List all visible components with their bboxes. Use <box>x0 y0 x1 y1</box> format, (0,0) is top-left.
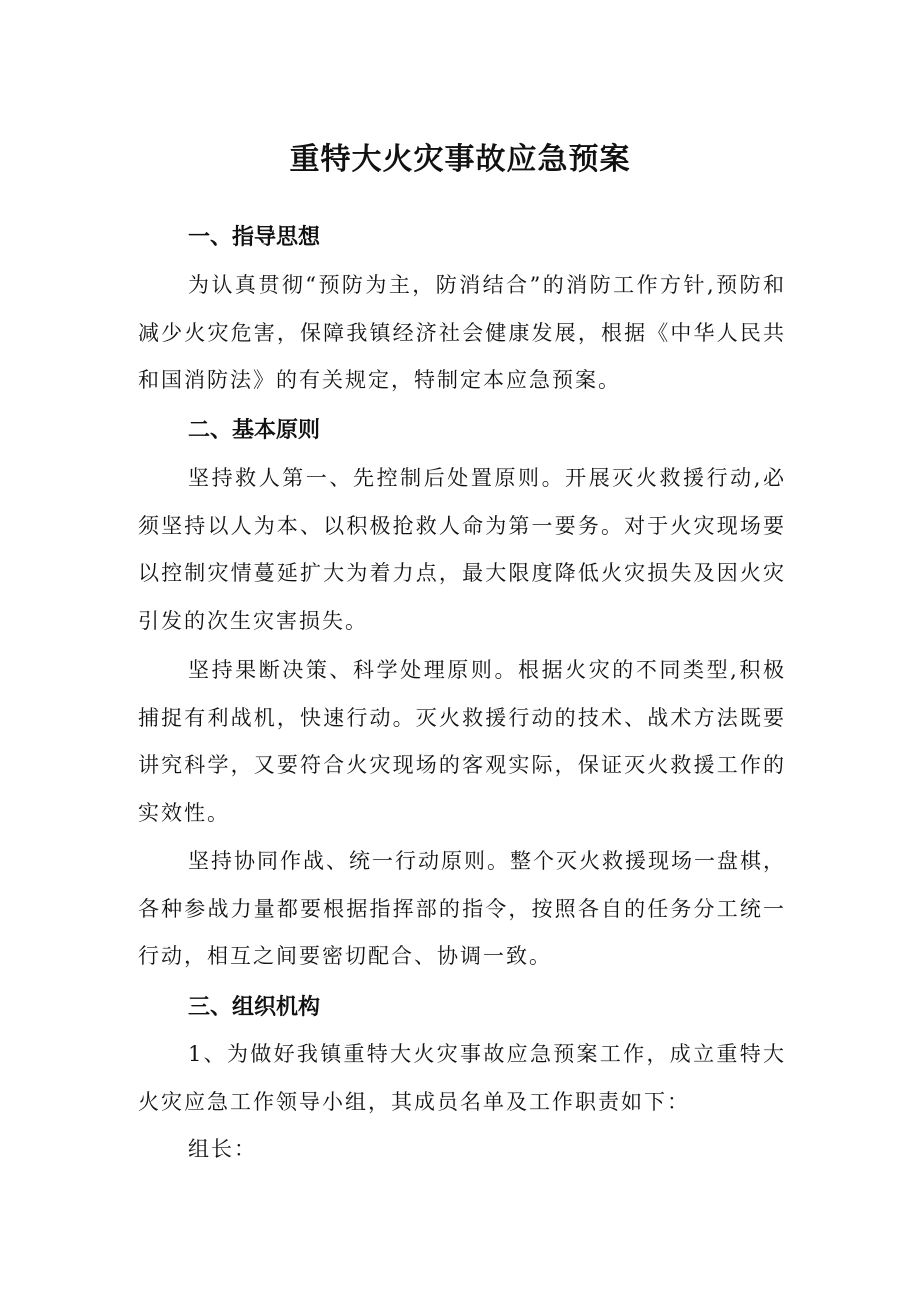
section-heading-guiding-ideology: 一、指导思想 <box>188 225 321 250</box>
paragraph-principle-rescue-first: 坚持救人第一、先控制后处置原则。开展灭火救援行动,必须坚持以人为本、以积极抢救人命为第一要务。对于火灾现场要以控制灾情蔓延扩大为着力点，最大限度降低火灾损失及因火灾引发的次生灾害损失。 <box>138 466 786 633</box>
section-heading-organization: 三、组织机构 <box>188 995 321 1020</box>
paragraph-organization-setup: 1、为做好我镇重特大火灾事故应急预案工作，成立重特大火灾应急工作领导小组，其成员名单及工作职责如下： <box>138 1042 786 1114</box>
document-title: 重特大火灾事故应急预案 <box>289 142 631 177</box>
paragraph-guiding-ideology: 为认真贯彻“预防为主，防消结合”的消防工作方针,预防和减少火灾危害，保障我镇经济社会健康发展，根据《中华人民共和国消防法》的有关规定，特制定本应急预案。 <box>138 273 786 392</box>
paragraph-group-leader: 组长： <box>188 1137 257 1161</box>
paragraph-principle-coordinated-action: 坚持协同作战、统一行动原则。整个灭火救援现场一盘棋，各种参战力量都要根据指挥部的指令，按照各自的任务分工统一行动，相互之间要密切配合、协调一致。 <box>138 849 786 968</box>
paragraph-principle-decisive-scientific: 坚持果断决策、科学处理原则。根据火灾的不同类型,积极捕捉有利战机，快速行动。灭火救援行动的技术、战术方法既要讲究科学，又要符合火灾现场的客观实际，保证灭火救援工作的实效性。 <box>138 658 786 825</box>
section-heading-basic-principles: 二、基本原则 <box>188 418 321 443</box>
